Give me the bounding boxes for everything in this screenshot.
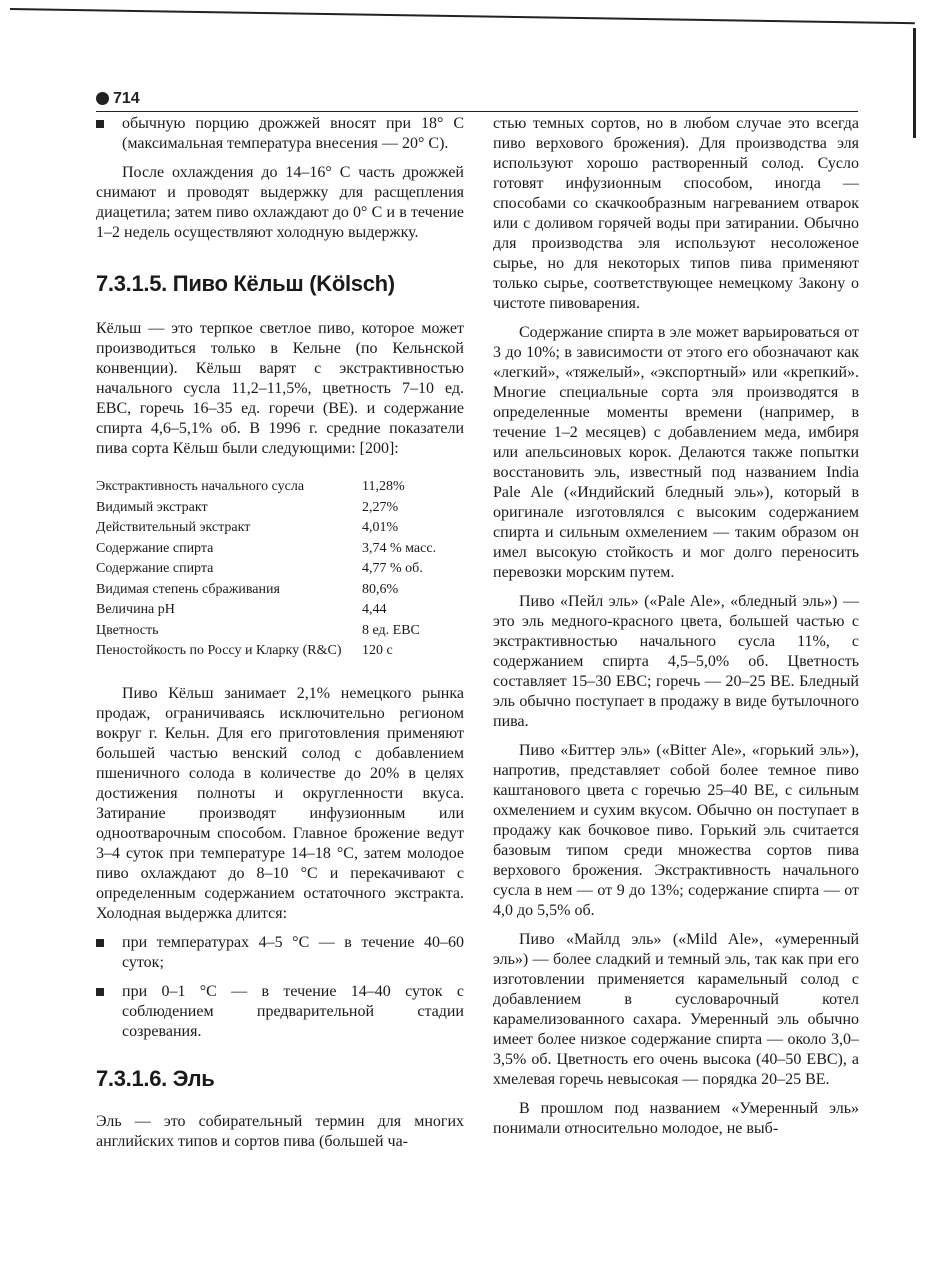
paragraph-alcohol-content: Содержание спирта в эле может варьироваться от 3 до 10%; в зависимости от этого его обозначают как «легкий», «тяжелый», «экспортный» или «крепкий». Многие специальные сорта эля производятся в определенные моменты времени (например, в течение 1–2 месяцев) с добавлением меда, имбиря или апельсиновых корок. Делаются также попытки восстановить эль, известный под названием India Pale Ale («Индийский бледный эль»), который в оригинале изготовлялся с высоким содержанием спирта и сильным охмелением — таким образом он имел высокую стойкость и мог долго переносить перевозки морским путем.	[493, 324, 859, 581]
paragraph-mild-ale-history: В прошлом под названием «Умеренный эль» понимали относительно молодое, не выб-	[493, 1100, 859, 1137]
kolsch-parameters-table	[96, 477, 464, 662]
bullet-icon	[96, 988, 104, 996]
paragraph-ale-continued: стью темных сортов, но в любом случае это всегда пиво верхового брожения). Для производства эля используют хорошо растворенный солод. Сусло готовят инфузионным способом, иногда — способами со скачкообразным нагреванием отварок или с доливом горячей воды при затирании. Обычно для производства эля используют несоложеное сырье, но для некоторых типов пива применяют только сырье, соответствующее немецкому Закону о чистоте пивоварения.	[493, 115, 859, 312]
left-column	[96, 114, 464, 1152]
section-heading-kolsch: 7.3.1.5. Пиво Кёльш (Kölsch)	[96, 271, 395, 296]
bullet-icon	[96, 120, 104, 128]
paragraph-kolsch-market: Пиво Кёльш занимает 2,1% немецкого рынка продаж, ограничиваясь исключительно регионом вокруг г. Кельн. Для его приготовления применяют большей частью венский солод с добавлением пшеничного солода в количестве до 20% в целях достижения полноты и округленности вкуса. Затирание производят инфузионным или одноотварочным способом. Главное брожение ведут 3–4 суток при температуре 14–18 °С, затем молодое пиво охлаждают до 8–10 °С и перекачивают с определенным содержанием остаточного экстракта. Холодная выдержка длится:	[96, 684, 464, 922]
table-row: Видимая степень сбраживания 80,6%	[96, 581, 399, 597]
section-heading-ale: 7.3.1.6. Эль	[96, 1065, 215, 1091]
page-number: 714	[96, 90, 140, 108]
list-item: при температурах 4–5 °С — в течение 40–60 суток;	[96, 933, 464, 973]
table-row: Видимый экстракт 2,27%	[96, 499, 399, 515]
scan-edge-top	[10, 8, 915, 24]
table-row: Содержание спирта 3,74 % масс.	[96, 540, 437, 556]
scan-edge-right	[913, 28, 916, 138]
page-marker-icon	[96, 92, 109, 105]
bullet-icon	[96, 939, 104, 947]
header-rule	[96, 111, 858, 112]
table-row: Действительный экстракт 4,01%	[96, 520, 399, 535]
list-item: обычную порцию дрожжей вносят при 18° С (максимальная температура внесения — 20° С).	[96, 114, 464, 154]
table-row: Содержание спирта 4,77 % об.	[96, 561, 423, 576]
table-row: Величина рН 4,44	[96, 602, 387, 617]
paragraph-cooling: После охлаждения до 14–16° С часть дрожжей снимают и проводят выдержку для расщепления диацетила; затем пиво охлаждают до 0° С и в течение 1–2 недель осуществляют холодную выдержку.	[96, 164, 464, 241]
right-column	[493, 114, 859, 1139]
paragraph-bitter-ale: Пиво «Биттер эль» («Bitter Ale», «горький эль»), напротив, представляет собой более темное пиво каштанового цвета с горечью 25–40 ВЕ, с сильным охмелением и сухим вкусом. Обычно он поступает в продажу как бочковое пиво. Горький эль считается базовым типом среди множества сортов пива верхового брожения. Экстрактивность начального сусла в нем — от 9 до 13%; содержание спирта — от 4,0 до 5,5% об.	[493, 742, 859, 919]
list-item: при 0–1 °С — в течение 14–40 суток с соблюдением предварительной стадии созревания.	[96, 982, 464, 1042]
paragraph-ale-intro: Эль — это собирательный термин для многих английских типов и сортов пива (большей ча-	[96, 1112, 464, 1150]
paragraph-mild-ale: Пиво «Майлд эль» («Mild Ale», «умеренный эль») — более сладкий и темный эль, так как при его изготовлении применяется карамельный солод с добавлением в сусловарочный котел карамелизованного сахара. Умеренный эль обычно имеет более низкое содержание спирта — около 3,0–3,5% об. Цветность его очень высока (40–50 EBC), а хмелевая горечь невысокая — порядка 20–25 ВЕ.	[493, 931, 859, 1088]
paragraph-pale-ale: Пиво «Пейл эль» («Pale Ale», «бледный эль») — это эль медного-красного цвета, большей частью с экстрактивностью начального сусла 11%, с содержанием спирта 4,5–5,0% об. Цветность составляет 15–30 EBC; горечь — 20–25 ВЕ. Бледный эль обычно поступает в продажу в виде бутылочного пива.	[493, 593, 859, 730]
table-row: Цветность 8 ед. EBC	[96, 622, 420, 638]
table-row: Экстрактивность начального сусла 11,28%	[96, 479, 405, 494]
table-row: Пеностойкость по Россу и Кларку (R&C) 120 с	[96, 643, 393, 658]
paragraph-kolsch-intro: Кёльш — это терпкое светлое пиво, которое может производиться только в Кельне (по Кельнской конвенции). Кёльш варят с экстрактивностью начального сусла 11,2–11,5%, цветность 7–10 ед. EBC, горечь 16–35 ед. горечи (ВЕ). и содержание спирта 4,6–5,1% об. В 1996 г. средние показатели пива сорта Кёльш были следующими: [200]:	[96, 320, 464, 457]
